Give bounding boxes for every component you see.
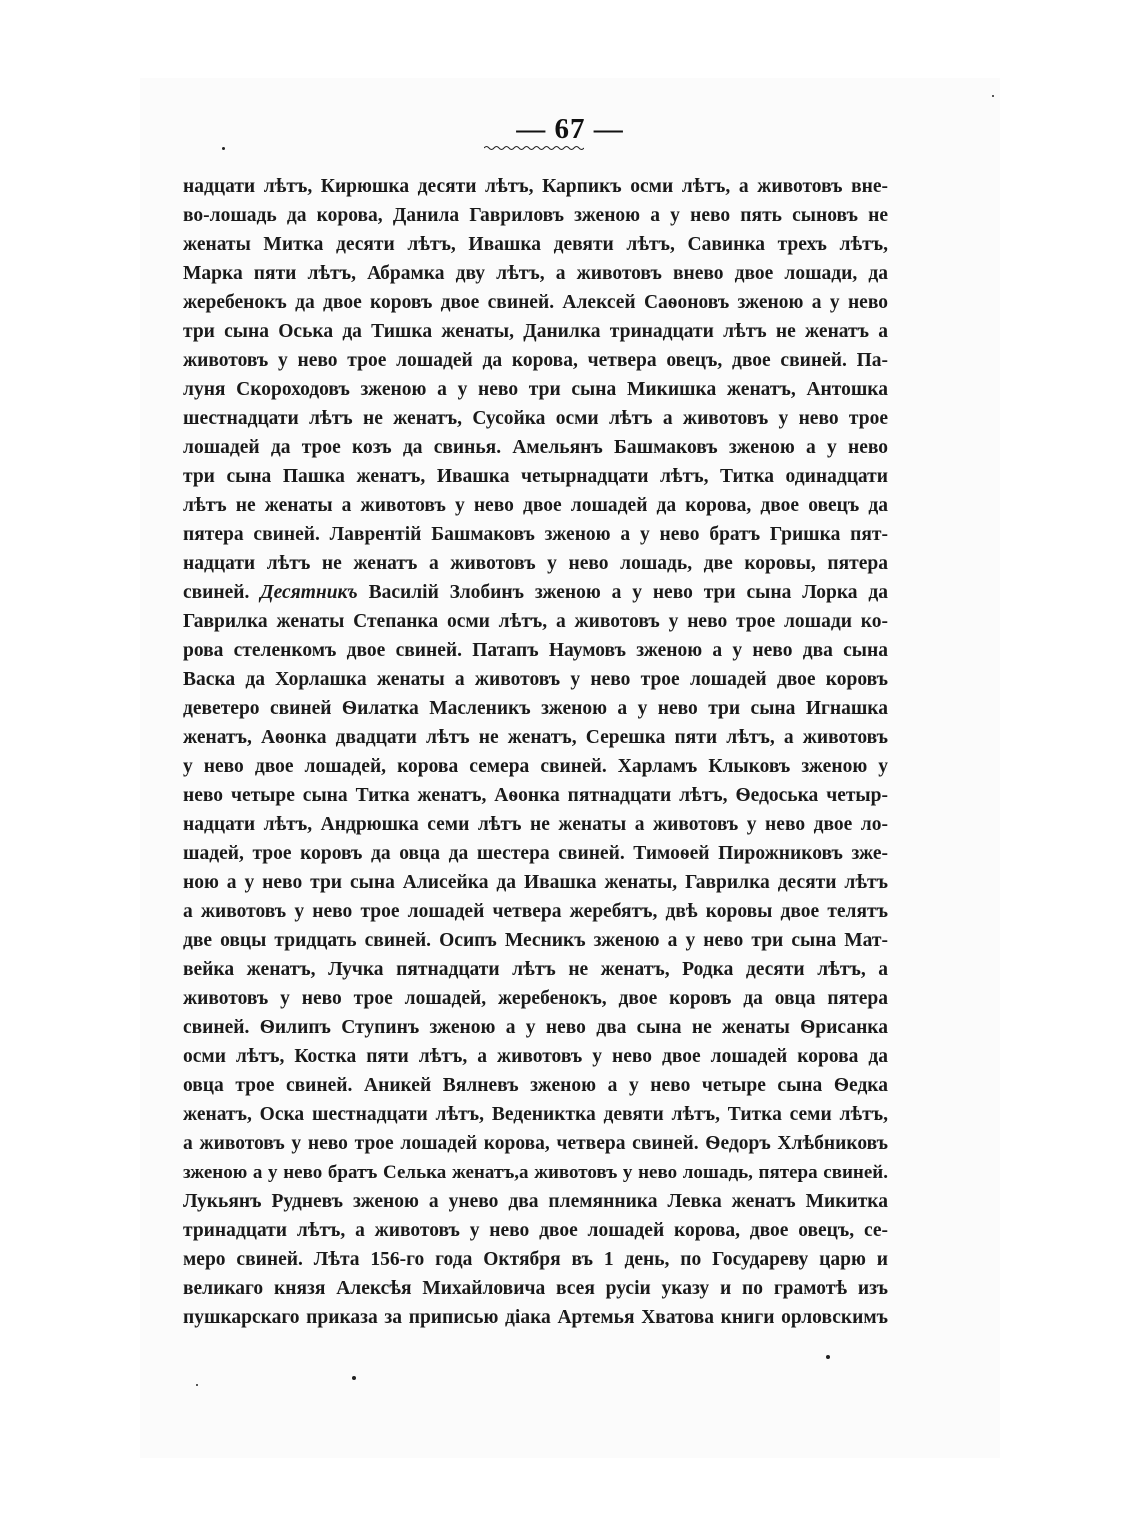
text-line: вейка женатъ, Лучка пятнадцати лѣтъ не женатъ, Родка десяти лѣтъ, а (183, 959, 888, 980)
text-line: пушкарскаго приказа за приписью діака Артемья Хватова книги орловскимъ (183, 1307, 888, 1328)
text-line: три сына Оська да Тишка женаты, Данилка тринадцати лѣтъ не женатъ а (183, 321, 888, 342)
text-line: шадей, трое коровъ да овца да шестера свиней. Тимоѳей Пирожниковъ зже- (183, 843, 888, 864)
page-header (0, 112, 1140, 146)
text-line: луня Скороходовъ зженою а у нево три сына Микишка женатъ, Антошка (183, 379, 888, 400)
text-line: меро свиней. Лѣта 156-го года Октября въ 1 день, по Государеву царю и (183, 1249, 888, 1270)
text-line: великаго князя Алексѣя Михайловича всея русіи указу и по грамотѣ изъ (183, 1278, 888, 1299)
ink-speck (826, 1355, 830, 1359)
text-line: во-лошадь да корова, Данила Гавриловъ зженою а у нево пять сыновъ не (183, 205, 888, 226)
text-line: пятера свиней. Лаврентій Башмаковъ зженою а у нево братъ Гришка пят- (183, 524, 888, 545)
text-line: Гаврилка женаты Степанка осми лѣтъ, а животовъ у нево трое лошади ко- (183, 611, 888, 632)
text-line: надцати лѣтъ, Кирюшка десяти лѣтъ, Карпикъ осми лѣтъ, а животовъ вне- (183, 176, 888, 197)
text-line: жеребенокъ да двое коровъ двое свиней. Алексей Саѳоновъ зженою а у нево (183, 292, 888, 313)
text-line: женаты Митка десяти лѣтъ, Ивашка девяти лѣтъ, Савинка трехъ лѣтъ, (183, 234, 888, 255)
text-line (183, 578, 888, 607)
text-line: зженою а у нево братъ Селька женатъ,а животовъ у нево лошадь, пятера свиней. (183, 1162, 888, 1183)
text-line: а животовъ у нево трое лошадей корова, четвера свиней. Ѳедоръ Хлѣбниковъ (183, 1133, 888, 1154)
text-line: деветеро свиней Ѳилатка Масленикъ зженою а у нево три сына Игнашка (183, 698, 888, 719)
text-line: женатъ, Аѳонка двадцати лѣтъ не женатъ, Серешка пяти лѣтъ, а животовъ (183, 727, 888, 748)
text-line: две овцы тридцать свиней. Осипъ Месникъ зженою а у нево три сына Мат- (183, 930, 888, 951)
text-fragment: свиней. (183, 582, 250, 603)
text-line: Лукьянъ Рудневъ зженою а унево два племянника Левка женатъ Микитка (183, 1191, 888, 1212)
text-line: надцати лѣтъ, Андрюшка семи лѣтъ не женаты а животовъ у нево двое ло- (183, 814, 888, 835)
ink-speck (222, 147, 225, 150)
text-line: ною а у нево три сына Алисейка да Ивашка женаты, Гаврилка десяти лѣтъ (183, 872, 888, 893)
body-text (183, 172, 888, 1332)
text-line: у нево двое лошадей, корова семера свиней. Харламъ Клыковъ зженою у (183, 756, 888, 777)
text-line: надцати лѣтъ не женатъ а животовъ у нево лошадь, две коровы, пятера (183, 553, 888, 574)
text-line: шестнадцати лѣтъ не женатъ, Сусойка осми лѣтъ а животовъ у нево трое (183, 408, 888, 429)
text-line: Васка да Хорлашка женаты а животовъ у нево трое лошадей двое коровъ (183, 669, 888, 690)
text-line: нево четыре сына Титка женатъ, Аѳонка пятнадцати лѣтъ, Ѳедоська четыр- (183, 785, 888, 806)
ink-speck (196, 1384, 198, 1386)
decorative-rule (484, 144, 584, 152)
text-line: животовъ у нево трое лошадей, жеребенокъ, двое коровъ да овца пятера (183, 988, 888, 1009)
text-line: а животовъ у нево трое лошадей четвера жеребятъ, двѣ коровы двое телятъ (183, 901, 888, 922)
ink-speck (992, 95, 994, 97)
text-line: тринадцати лѣтъ, а животовъ у нево двое лошадей корова, двое овецъ, се- (183, 1220, 888, 1241)
ink-speck (352, 1376, 356, 1380)
page-number: — 67 — (516, 113, 624, 145)
text-line: лѣтъ не женаты а животовъ у нево двое лошадей да корова, двое овецъ да (183, 495, 888, 516)
text-fragment: Василій Злобинъ зженою а у нево три сына Лорка да (368, 582, 888, 603)
text-line: лошадей да трое козъ да свинья. Амельянъ Башмаковъ зженою а у нево (183, 437, 888, 458)
text-line: рова стеленкомъ двое свиней. Патапъ Наумовъ зженою а у нево два сына (183, 640, 888, 661)
text-line: свиней. Ѳилипъ Ступинъ зженою а у нево два сына не женаты Ѳрисанка (183, 1017, 888, 1038)
text-line: три сына Пашка женатъ, Ивашка четырнадцати лѣтъ, Титка одинадцати (183, 466, 888, 487)
text-line: животовъ у нево трое лошадей да корова, четвера овецъ, двое свиней. Па- (183, 350, 888, 371)
text-line: осми лѣтъ, Костка пяти лѣтъ, а животовъ у нево двое лошадей корова да (183, 1046, 888, 1067)
text-line: Марка пяти лѣтъ, Абрамка дву лѣтъ, а животовъ внево двое лошади, да (183, 263, 888, 284)
text-line: женатъ, Оска шестнадцати лѣтъ, Ведениктка девяти лѣтъ, Титка семи лѣтъ, (183, 1104, 888, 1125)
italic-term: Десятникъ (260, 582, 358, 603)
text-line: овца трое свиней. Аникей Вялневъ зженою а у нево четыре сына Ѳедка (183, 1075, 888, 1096)
